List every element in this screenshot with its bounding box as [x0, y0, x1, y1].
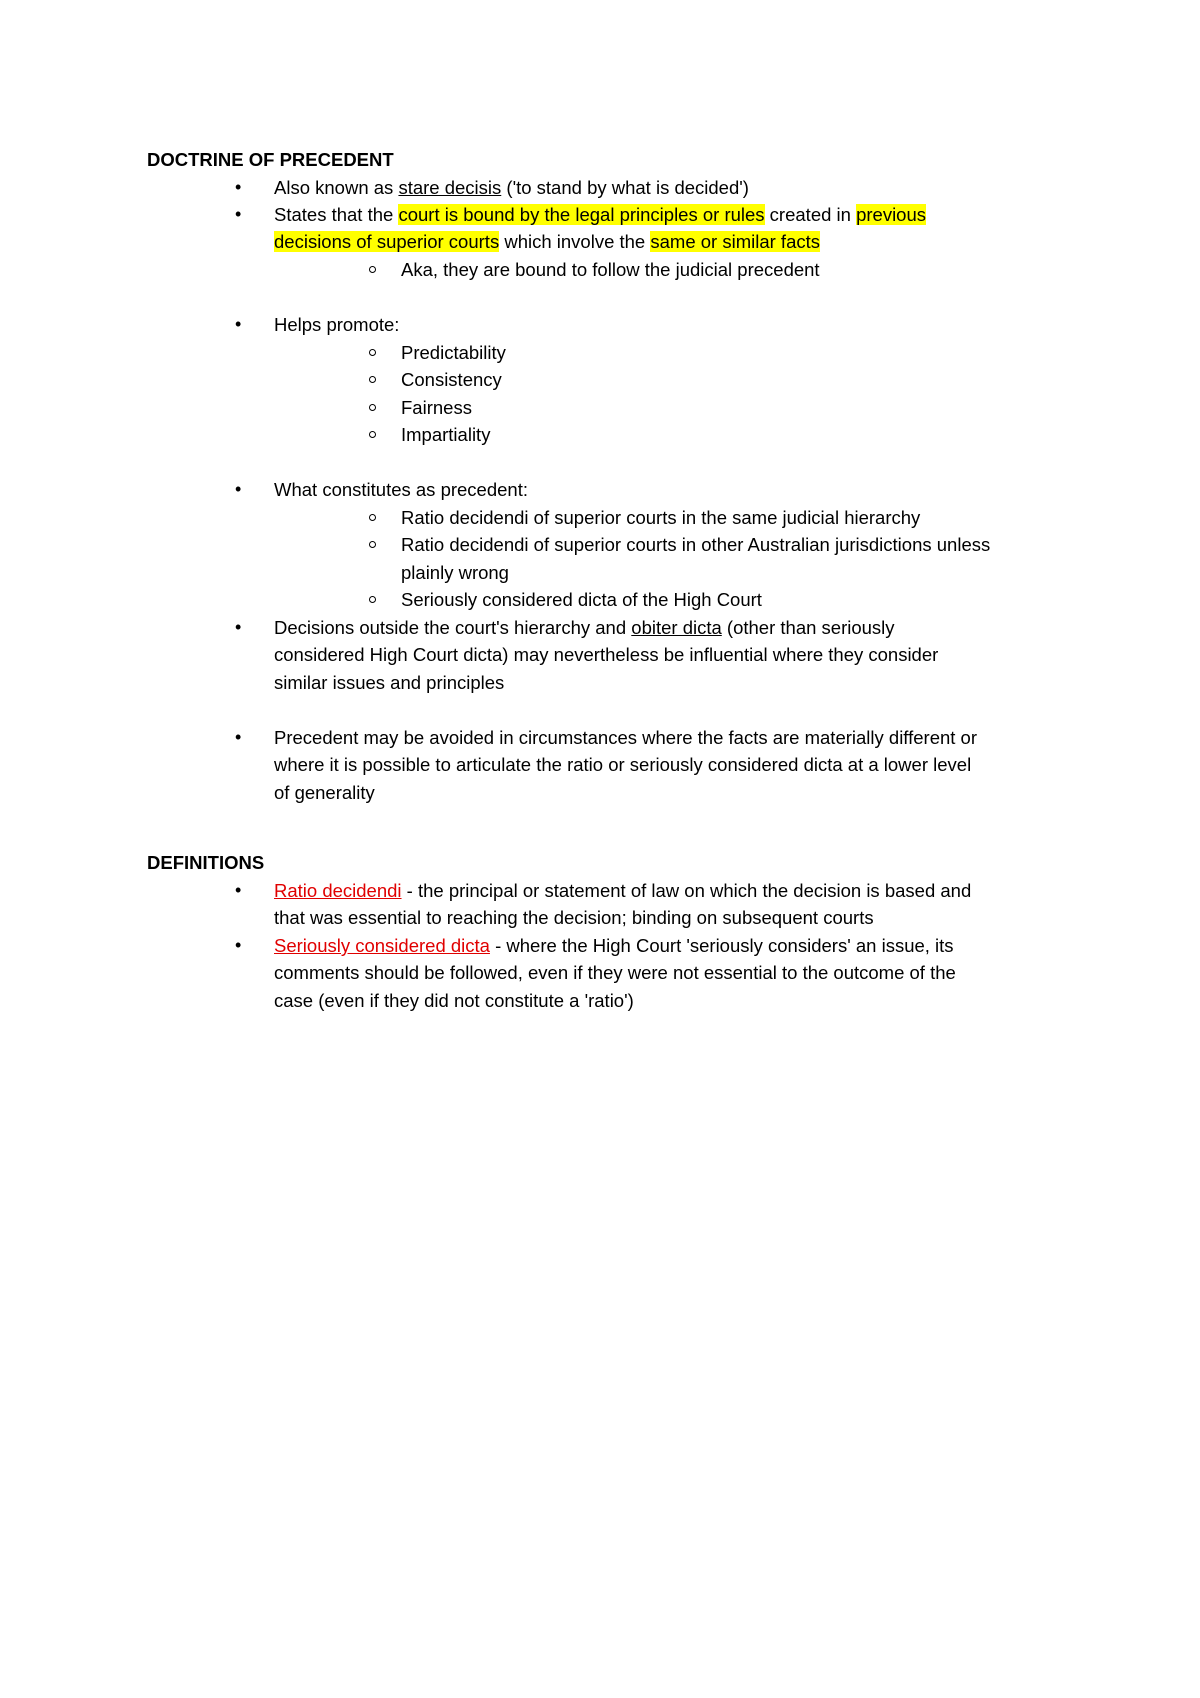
circle-bullet-icon — [369, 596, 376, 603]
bullet-icon: • — [235, 880, 242, 900]
circle-bullet-icon — [369, 376, 376, 383]
term-stare-decisis: stare decisis — [398, 177, 502, 198]
bullet-icon: • — [235, 314, 242, 334]
highlight: same or similar facts — [650, 231, 820, 252]
circle-bullet-icon — [369, 514, 376, 521]
bullet-continuation: where it is possible to articulate the ratio or seriously considered dicta at a lower level — [274, 754, 972, 775]
circle-bullet-icon — [369, 541, 376, 548]
bullet-continuation: of generality — [274, 782, 375, 803]
bullet-item: • What constitutes as precedent: — [274, 476, 1074, 503]
bullet-item: • Helps promote: — [274, 311, 1074, 338]
highlight: previous — [856, 204, 927, 225]
term-ratio-decidendi: Ratio decidendi — [274, 880, 402, 901]
bullet-item: • Also known as stare decisis ('to stand by what is decided') — [274, 174, 1074, 201]
bullet-item: • Decisions outside the court's hierarchy and obiter dicta (other than seriously — [274, 614, 1074, 641]
definition-continuation: that was essential to reaching the decision; binding on subsequent courts — [274, 907, 874, 928]
term-obiter-dicta: obiter dicta — [631, 617, 722, 638]
bullet-icon: • — [235, 617, 242, 637]
bullet-continuation: considered High Court dicta) may nevertheless be influential where they consider — [274, 644, 939, 665]
definition-item: • Ratio decidendi - the principal or statement of law on which the decision is based and — [274, 877, 1074, 904]
bullet-icon: • — [235, 727, 242, 747]
bullet-item: • Precedent may be avoided in circumstances where the facts are materially different or — [274, 724, 1074, 751]
bullet-icon: • — [235, 935, 242, 955]
circle-bullet-icon — [369, 349, 376, 356]
circle-bullet-icon — [369, 431, 376, 438]
circle-bullet-icon — [369, 266, 376, 273]
bullet-icon: • — [235, 204, 242, 224]
sub-bullet-item: Predictability — [401, 339, 1081, 366]
sub-bullet-item: Aka, they are bound to follow the judicial precedent — [401, 256, 1081, 283]
sub-bullet-item: Ratio decidendi of superior courts in the same judicial hierarchy — [401, 504, 1081, 531]
heading-definitions: DEFINITIONS — [147, 852, 265, 873]
highlight: decisions of superior courts — [274, 231, 500, 252]
circle-bullet-icon — [369, 404, 376, 411]
term-seriously-considered-dicta: Seriously considered dicta — [274, 935, 490, 956]
sub-bullet-item: Seriously considered dicta of the High Court — [401, 586, 1081, 613]
definition-continuation: case (even if they did not constitute a 'ratio') — [274, 990, 634, 1011]
sub-bullet-item: Ratio decidendi of superior courts in other Australian jurisdictions unless — [401, 531, 1081, 558]
bullet-icon: • — [235, 177, 242, 197]
bullet-item: • States that the court is bound by the legal principles or rules created in previous — [274, 201, 1074, 228]
sub-bullet-item: Consistency — [401, 366, 1081, 393]
sub-bullet-item: Impartiality — [401, 421, 1081, 448]
highlight: court is bound by the legal principles or rules — [398, 204, 765, 225]
bullet-continuation: similar issues and principles — [274, 672, 505, 693]
sub-bullet-continuation: plainly wrong — [401, 562, 509, 583]
definition-continuation: comments should be followed, even if they were not essential to the outcome of the — [274, 962, 956, 983]
heading-doctrine-of-precedent: DOCTRINE OF PRECEDENT — [147, 149, 394, 170]
definition-item: • Seriously considered dicta - where the High Court 'seriously considers' an issue, its — [274, 932, 1074, 959]
sub-bullet-item: Fairness — [401, 394, 1081, 421]
bullet-continuation: decisions of superior courts which involve the same or similar facts — [274, 231, 820, 252]
bullet-icon: • — [235, 479, 242, 499]
